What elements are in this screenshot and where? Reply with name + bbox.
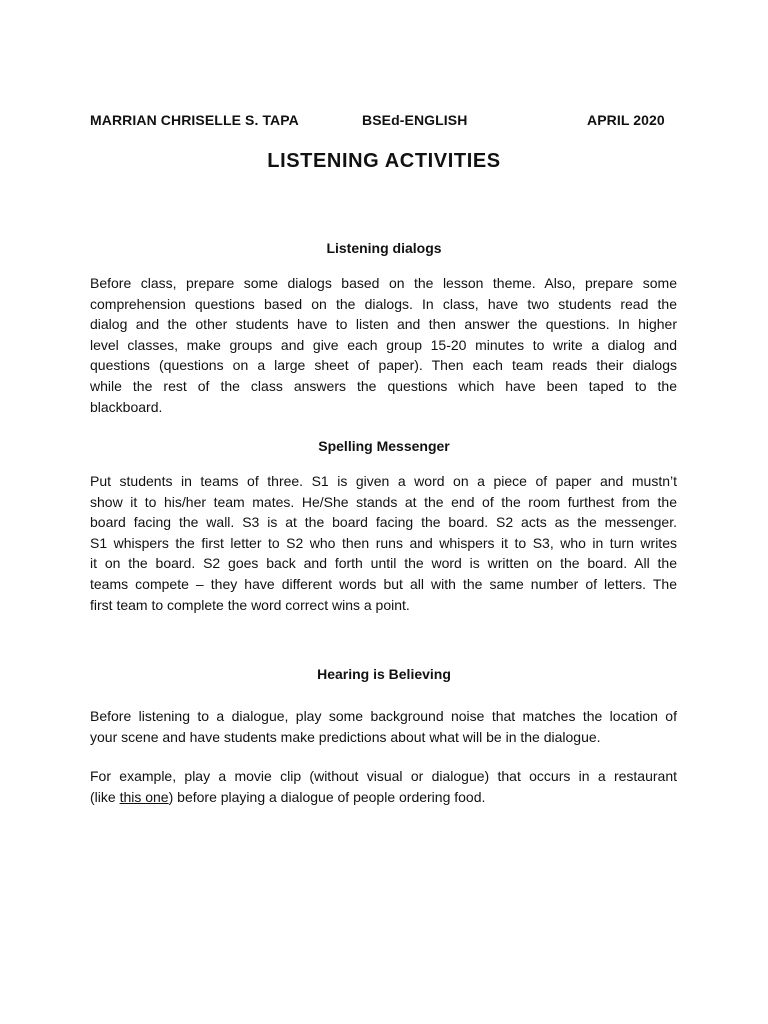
text-line: show it to his/her team mates. He/She stands at the end of the room furthest from the [90, 493, 677, 510]
text-fragment: ) before playing a dialogue of people ordering food. [168, 788, 486, 805]
text-line: dialog and the other students have to listen and then answer the questions. In higher [90, 316, 677, 333]
page-title: LISTENING ACTIVITIES [267, 150, 501, 172]
text-line: teams compete – they have different words but all with the same number of letters. The [90, 575, 677, 592]
text-line: Before listening to a dialogue, play some background noise that matches the location of [90, 708, 677, 724]
text-line: Before class, prepare some dialogs based on the lesson theme. Also, prepare some [90, 275, 677, 291]
section-heading-hearing-is-believing: Hearing is Believing [317, 666, 451, 682]
paragraph-hearing-is-believing [90, 706, 677, 747]
course-name: BSEd-ENGLISH [362, 112, 468, 128]
text-line: blackboard. [90, 398, 163, 415]
text-line: For example, play a movie clip (without visual or dialogue) that occurs in a restaurant [90, 768, 677, 784]
text-line: board facing the wall. S3 is at the board facing the board. S2 acts as the messenger. [90, 514, 677, 531]
section-heading-spelling-messenger: Spelling Messenger [318, 438, 450, 454]
document-date: APRIL 2020 [587, 112, 665, 128]
paragraph-listening-dialogs [90, 273, 677, 417]
section-heading-listening-dialogs: Listening dialogs [326, 240, 442, 256]
text-line: first team to complete the word correct wins a point. [90, 596, 410, 613]
paragraph-spelling-messenger [90, 471, 677, 615]
text-line-with-link [90, 787, 677, 808]
text-line: while the rest of the class answers the questions which have been taped to the [90, 377, 677, 394]
text-line: your scene and have students make predictions about what will be in the dialogue. [90, 728, 601, 745]
text-line: comprehension questions based on the dialogs. In class, have two students read the [90, 295, 677, 312]
this-one-link[interactable]: this one [119, 788, 169, 805]
text-line: Put students in teams of three. S1 is given a word on a piece of paper and mustn’t [90, 473, 677, 489]
text-line: S1 whispers the first letter to S2 who then runs and whispers it to S3, who in turn writes [90, 534, 677, 551]
paragraph-example [90, 766, 677, 807]
document-header [90, 112, 680, 132]
text-line: it on the board. S2 goes back and forth until the word is written on the board. All the [90, 555, 677, 572]
text-line: level classes, make groups and give each group 15-20 minutes to write a dialog and [90, 336, 677, 353]
text-line: questions (questions on a large sheet of paper). Then each team reads their dialogs [90, 357, 677, 374]
author-name: MARRIAN CHRISELLE S. TAPA [90, 112, 299, 128]
text-fragment: (like [90, 788, 120, 805]
